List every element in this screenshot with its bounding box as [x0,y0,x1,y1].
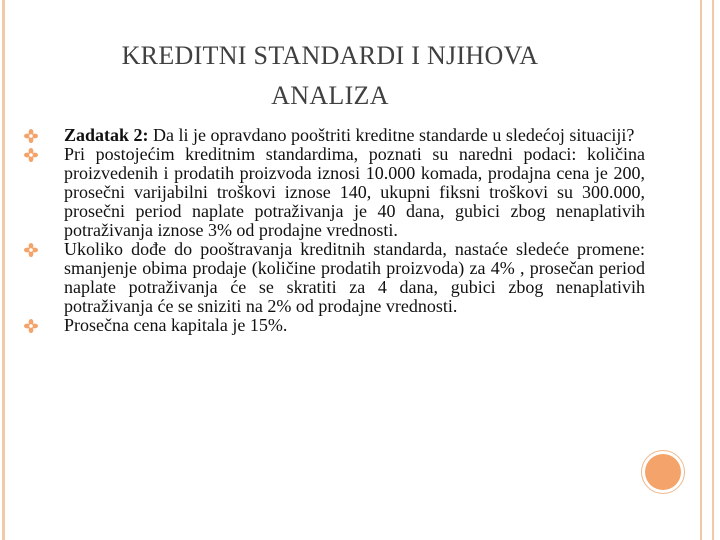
task-label: Zadatak 2: [64,125,149,145]
bullet-text: Ukoliko dođe do pooštravanja kreditnih standarda, nastaće sledeće promene: smanjenje obima prodaje (količine prodatih proizvoda) za 4% , prosečan period naplate potraživanja će se skratiti za 4 dana, gubici zbog nenaplativih potraživanja će se sniziti na 2% od prodajne vrednosti. [64,239,645,316]
bullet-item [22,126,645,145]
decorative-circle-icon [645,454,681,490]
orange-flower-icon [24,129,38,143]
bullet-item [22,145,645,240]
orange-flower-icon [24,243,38,257]
slide-title [40,36,620,116]
slide-title-line-2: ANALIZA [271,81,389,110]
bullet-item [22,316,645,335]
bullet-text: Da li je opravdano pooštriti kreditne standarde u sledećoj situaciji? [148,125,635,145]
orange-flower-icon [24,148,38,162]
slide-title-line-1: KREDITNI STANDARDI I NJIHOVA [121,41,539,70]
bullet-text: Prosečna cena kapitala je 15%. [64,315,288,335]
bullet-item [22,240,645,316]
bullet-text: Pri postojećim kreditnim standardima, poznati su naredni podaci: količina proizvedenih i prodatih proizvoda iznosi 10.000 komada, prodajna cena je 200, prosečni varijabilni troškovi iznose 140, ukupni fiksni troškovi su 300.000, prosečni period naplate potraživanja je 40 dana, gubici zbog nenaplativih potraživanja iznose 3% od prodajne vrednosti. [64,144,645,240]
bullet-list [22,126,645,335]
frame-right-inner-border [712,0,714,540]
frame-left-border [2,0,5,540]
frame-right-border [700,0,702,540]
orange-flower-icon [24,319,38,333]
